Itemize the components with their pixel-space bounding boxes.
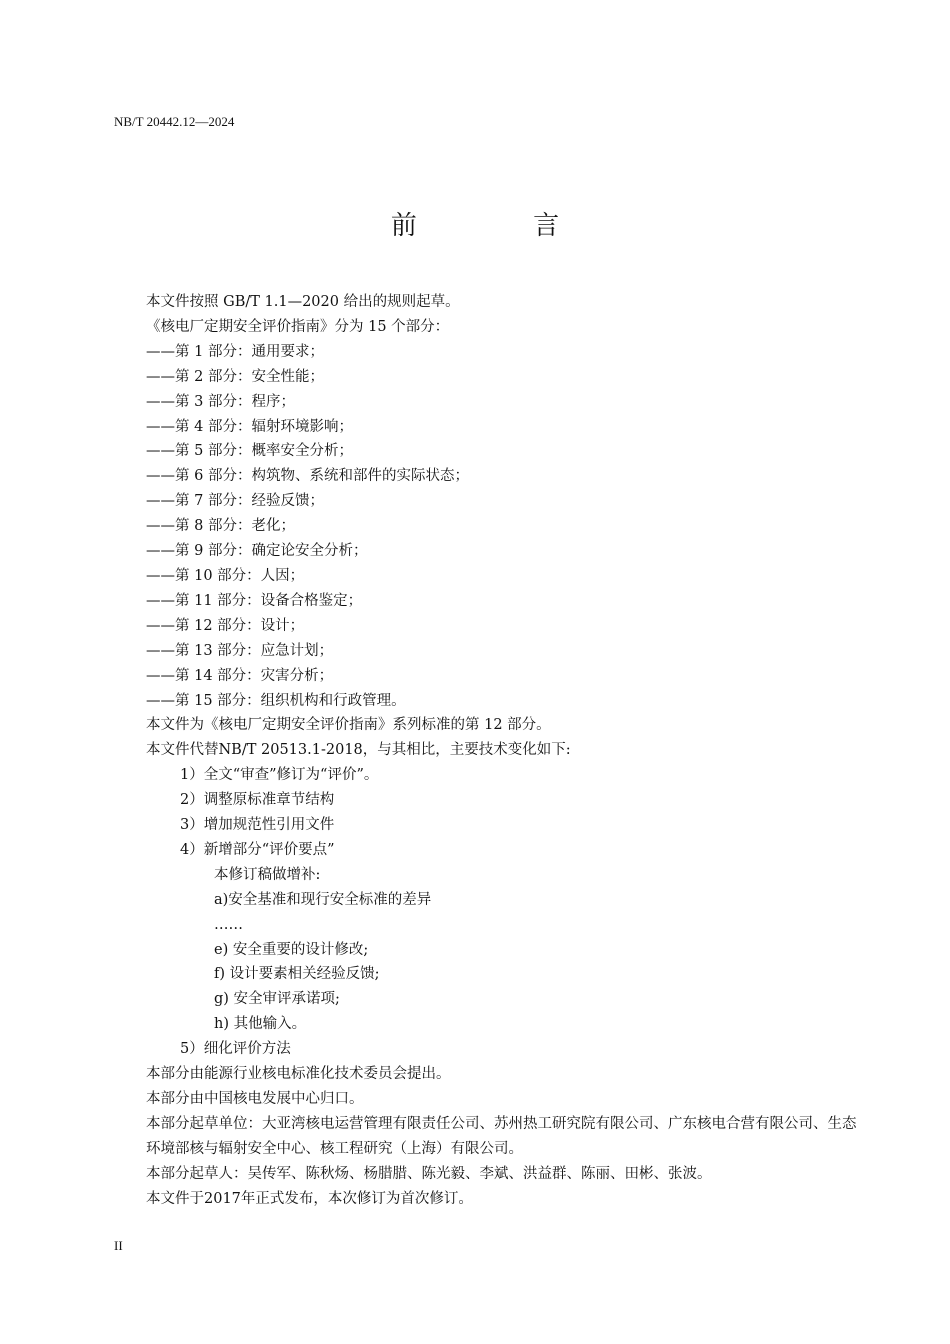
supplement-intro: 本修订稿做增补: xyxy=(214,866,321,883)
supplement-item: f) 设计要素相关经验反馈; xyxy=(214,966,380,983)
supplement-item: h) 其他输入。 xyxy=(214,1016,307,1033)
proposer-statement: 本部分由能源行业核电标准化技术委员会提出。 xyxy=(146,1066,451,1083)
change-item: 4）新增部分“评价要点” xyxy=(180,841,335,858)
part-item: ——第 1 部分：通用要求； xyxy=(146,343,324,360)
part-item: ——第 6 部分：构筑物、系统和部件的实际状态； xyxy=(146,468,469,485)
part-item: ——第 8 部分：老化； xyxy=(146,518,295,535)
part-item: ——第 4 部分：辐射环境影响； xyxy=(146,418,353,435)
supplement-item: g) 安全审评承诺项; xyxy=(214,991,340,1008)
change-item: 3）增加规范性引用文件 xyxy=(180,817,335,834)
change-item: 2）调整原标准章节结构 xyxy=(180,792,335,809)
replace-statement: 本文件代替NB/T 20513.1-2018，与其相比，主要技术变化如下: xyxy=(146,742,571,759)
part-item: ——第 13 部分：应急计划； xyxy=(146,642,334,659)
supplement-item: a)安全基准和现行安全标准的差异 xyxy=(214,891,432,908)
part-item: ——第 12 部分：设计； xyxy=(146,617,305,634)
part-item: ——第 3 部分：程序； xyxy=(146,393,295,410)
centralizer-statement: 本部分由中国核电发展中心归口。 xyxy=(146,1091,364,1107)
part-item: ——第 11 部分：设备合格鉴定； xyxy=(146,592,363,609)
parts-intro-paragraph: 《核电厂定期安全评价指南》分为 15 个部分： xyxy=(146,318,450,335)
part-item: ——第 14 部分：灾害分析； xyxy=(146,667,334,684)
standard-code: NB/T 20442.12—2024 xyxy=(114,114,235,129)
part-item: ——第 9 部分：确定论安全分析； xyxy=(146,543,368,560)
part-item: ——第 15 部分：组织机构和行政管理。 xyxy=(146,692,406,709)
foreword-body xyxy=(146,290,866,1212)
part-item: ——第 7 部分：经验反馈； xyxy=(146,493,324,510)
supplement-ellipsis: …… xyxy=(214,916,243,933)
release-history: 本文件于2017年正式发布，本次修订为首次修订。 xyxy=(146,1190,473,1207)
part-item: ——第 2 部分：安全性能； xyxy=(146,368,324,385)
change-item: 5）细化评价方法 xyxy=(180,1041,291,1058)
page-number: II xyxy=(114,1238,123,1253)
series-statement: 本文件为《核电厂定期安全评价指南》系列标准的第 12 部分。 xyxy=(146,717,551,734)
drafting-rule-paragraph: 本文件按照 GB/T 1.1—2020 给出的规则起草。 xyxy=(146,294,460,310)
part-item: ——第 5 部分：概率安全分析； xyxy=(146,443,353,460)
change-item: 1）全文“审查”修订为“评价”。 xyxy=(180,767,379,784)
part-item: ——第 10 部分：人因； xyxy=(146,567,305,584)
drafting-units: 本部分起草单位：大亚湾核电运营管理有限责任公司、苏州热工研究院有限公司、广东核电合营有限公司、生态环境部核与辐射安全中心、核工程研究（上海）有限公司。 xyxy=(146,1115,857,1157)
page-title: 前 言 xyxy=(390,211,614,241)
supplement-item: e) 安全重要的设计修改; xyxy=(214,941,369,958)
drafters: 本部分起草人：吴传军、陈秋炀、杨腊腊、陈光毅、李斌、洪益群、陈丽、田彬、张波。 xyxy=(146,1165,712,1182)
